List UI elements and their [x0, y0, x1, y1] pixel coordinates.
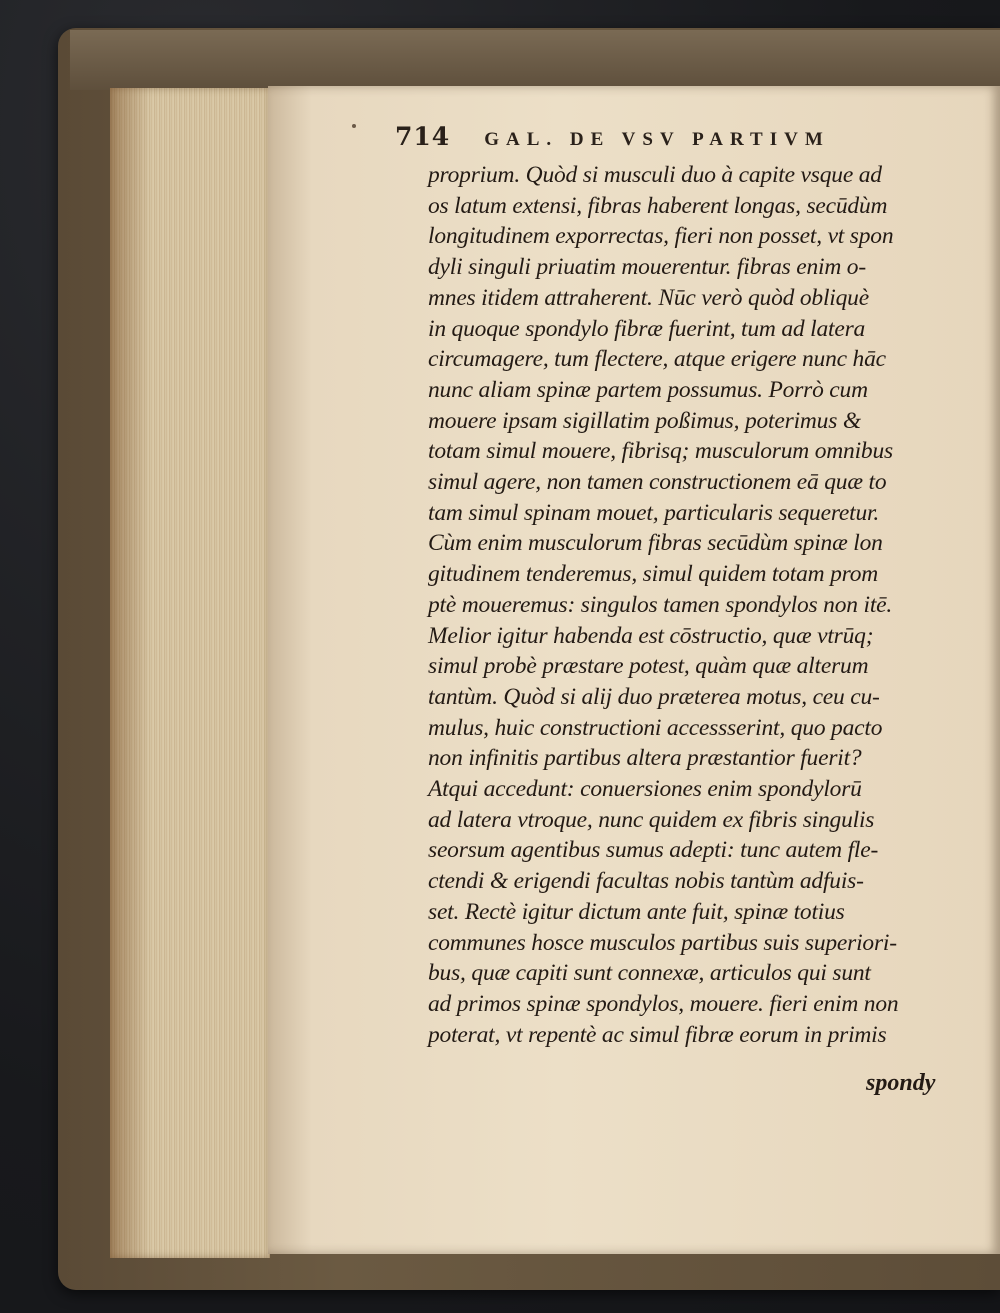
text-line: gitudinem tenderemus, simul quidem totam prom — [428, 561, 879, 588]
text-line: mnes itidem attraherent. Nūc verò quòd obliquè — [428, 284, 869, 311]
text-line: set. Rectè igitur dictum ante fuit, spinæ totius — [428, 898, 845, 925]
text-line: dyli singuli priuatim mouerentur. fibras enim o- — [428, 254, 866, 281]
text-line: longitudinem exporrectas, fieri non posset, vt spon — [428, 223, 894, 250]
text-line: non infinitis partibus altera præstantior fuerit? — [428, 745, 862, 772]
body-text — [428, 160, 968, 1050]
text-line: circumagere, tum flectere, atque erigere nunc hāc — [428, 346, 886, 373]
text-line: communes hosce musculos partibus suis superiori- — [428, 929, 897, 956]
text-line: simul agere, non tamen constructionem eā quæ to — [428, 469, 887, 496]
page-edges-left — [110, 88, 270, 1258]
book-cover-top-edge — [70, 30, 1000, 90]
margin-mark — [352, 124, 356, 128]
text-line: simul probè præstare potest, quàm quæ alterum — [428, 653, 869, 680]
text-line: ctendi & erigendi facultas nobis tantùm adfuis- — [428, 868, 864, 895]
text-line: bus, quæ capiti sunt connexæ, articulos qui sunt — [428, 960, 871, 987]
text-line: nunc aliam spinæ partem possumus. Porrò cum — [428, 376, 868, 403]
text-line: os latum extensi, fibras haberent longas, secūdùm — [428, 192, 888, 219]
text-line: ad latera vtroque, nunc quidem ex fibris singulis — [428, 806, 875, 833]
text-line: Atqui accedunt: conuersiones enim spondylorū — [428, 776, 862, 803]
text-line: ad primos spinæ spondylos, mouere. fieri enim non — [428, 990, 899, 1017]
text-line: totam simul mouere, fibrisq; musculorum omnibus — [428, 438, 893, 465]
page-number: 714 — [395, 122, 451, 151]
text-line: mouere ipsam sigillatim poßimus, poterimus & — [428, 407, 861, 434]
text-line: mulus, huic constructioni accessserint, quo pacto — [428, 714, 883, 741]
text-line: tam simul spinam mouet, particularis sequeretur. — [428, 499, 880, 526]
text-line: poterat, vt repentè ac simul fibræ eorum in primis — [428, 1021, 887, 1048]
text-line: Melior igitur habenda est cōstructio, quæ vtrūq; — [428, 622, 874, 649]
running-title: GAL. DE VSV PARTIVM — [484, 129, 830, 150]
text-line: Cùm enim musculorum fibras secūdùm spinæ lon — [428, 530, 883, 557]
text-line: tantùm. Quòd si alij duo præterea motus, ceu cu- — [428, 683, 880, 710]
text-line: in quoque spondylo fibræ fuerint, tum ad latera — [428, 315, 866, 342]
catchword: spondy — [866, 1070, 936, 1096]
text-line: seorsum agentibus sumus adepti: tunc autem fle- — [428, 837, 879, 864]
running-head — [395, 122, 915, 156]
text-line: proprium. Quòd si musculi duo à capite vsque ad — [428, 162, 882, 188]
text-line: ptè moueremus: singulos tamen spondylos non itē. — [428, 591, 893, 618]
